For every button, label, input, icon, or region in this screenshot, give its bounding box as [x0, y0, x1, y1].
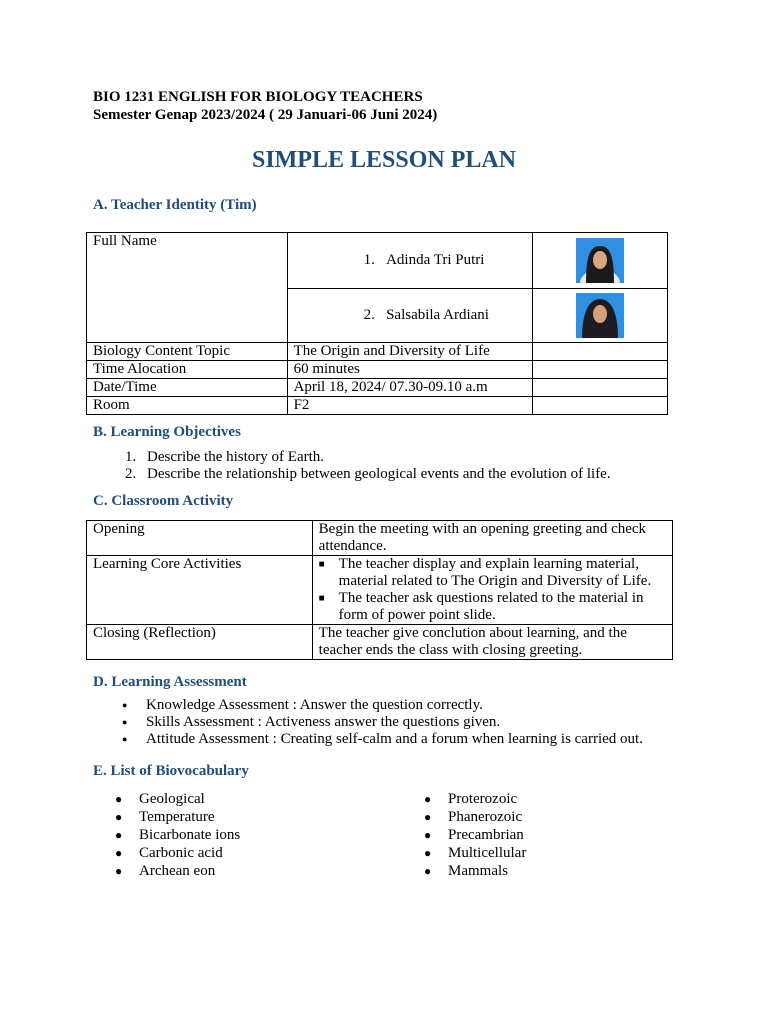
list-item: ● Skills Assessment : Activeness answer the questions given. — [122, 714, 501, 730]
list-item: ■ The teacher ask questions related to the material in form of power point slide. — [318, 590, 644, 623]
teacher-2-cell — [287, 289, 533, 343]
opening-label: Opening — [87, 521, 313, 556]
teacher-1-cell — [287, 233, 533, 289]
teacher-1-photo — [576, 238, 624, 283]
teacher-2-name: Salsabila Ardiani — [386, 307, 489, 323]
assessment-list — [120, 697, 643, 748]
core-activities — [312, 556, 672, 625]
section-a-heading: A. Teacher Identity (Tim) — [93, 197, 257, 213]
room-label: Room — [87, 397, 288, 415]
section-b-heading: B. Learning Objectives — [93, 424, 241, 440]
list-item: ● Precambrian — [424, 827, 524, 843]
teacher-2-photo-cell — [533, 289, 668, 343]
list-item: ● Mammals — [424, 863, 508, 879]
core-label: Learning Core Activities — [87, 556, 313, 625]
objectives-list — [125, 449, 611, 483]
course-title: BIO 1231 ENGLISH FOR BIOLOGY TEACHERS — [93, 89, 423, 105]
opening-text: Begin the meeting with an opening greeting and check attendance. — [312, 521, 672, 556]
date-label: Date/Time — [87, 379, 288, 397]
list-item: ● Geological — [115, 791, 205, 807]
section-c-heading: C. Classroom Activity — [93, 493, 234, 509]
vocabulary-list-left — [115, 790, 240, 880]
teacher-1-num: 1. — [363, 252, 375, 268]
list-item: ● Bicarbonate ions — [115, 827, 241, 843]
list-item: ● Proterozoic — [424, 791, 518, 807]
list-item: ● Carbonic acid — [115, 845, 223, 861]
list-item: ■ The teacher display and explain learning material, material related to The Origin and Diversity of Life. — [318, 556, 652, 589]
section-d-heading: D. Learning Assessment — [93, 674, 247, 690]
teacher-1-name: Adinda Tri Putri — [386, 252, 485, 268]
list-item: ● Temperature — [115, 809, 215, 825]
vocabulary-list-right — [424, 790, 526, 880]
semester-info: Semester Genap 2023/2024 ( 29 Januari-06 Juni 2024) — [93, 107, 438, 123]
section-e-heading: E. List of Biovocabulary — [93, 763, 249, 779]
teacher-2-photo — [576, 293, 624, 338]
time-label: Time Alocation — [87, 361, 288, 379]
list-item: ● Knowledge Assessment : Answer the question correctly. — [122, 697, 483, 713]
list-item: 2. Describe the relationship between geological events and the evolution of life. — [125, 466, 611, 482]
room-value: F2 — [287, 397, 533, 415]
full-name-label: Full Name — [87, 233, 288, 343]
closing-text: The teacher give conclution about learning, and the teacher ends the class with closing greeting. — [312, 625, 672, 660]
list-item: ● Attitude Assessment : Creating self-calm and a forum when learning is carried out. — [122, 731, 643, 747]
list-item: ● Archean eon — [115, 863, 216, 879]
topic-label: Biology Content Topic — [87, 343, 288, 361]
topic-value: The Origin and Diversity of Life — [287, 343, 533, 361]
list-item: ● Multicellular — [424, 845, 527, 861]
list-item: 1. Describe the history of Earth. — [125, 449, 325, 465]
time-value: 60 minutes — [287, 361, 533, 379]
teacher-identity-table — [86, 232, 668, 415]
classroom-activity-table — [86, 520, 673, 660]
page-title: SIMPLE LESSON PLAN — [251, 147, 517, 173]
list-item: ● Phanerozoic — [424, 809, 523, 825]
closing-label: Closing (Reflection) — [87, 625, 313, 660]
teacher-2-num: 2. — [363, 307, 375, 323]
date-value: April 18, 2024/ 07.30-09.10 a.m — [287, 379, 533, 397]
teacher-1-photo-cell — [533, 233, 668, 289]
